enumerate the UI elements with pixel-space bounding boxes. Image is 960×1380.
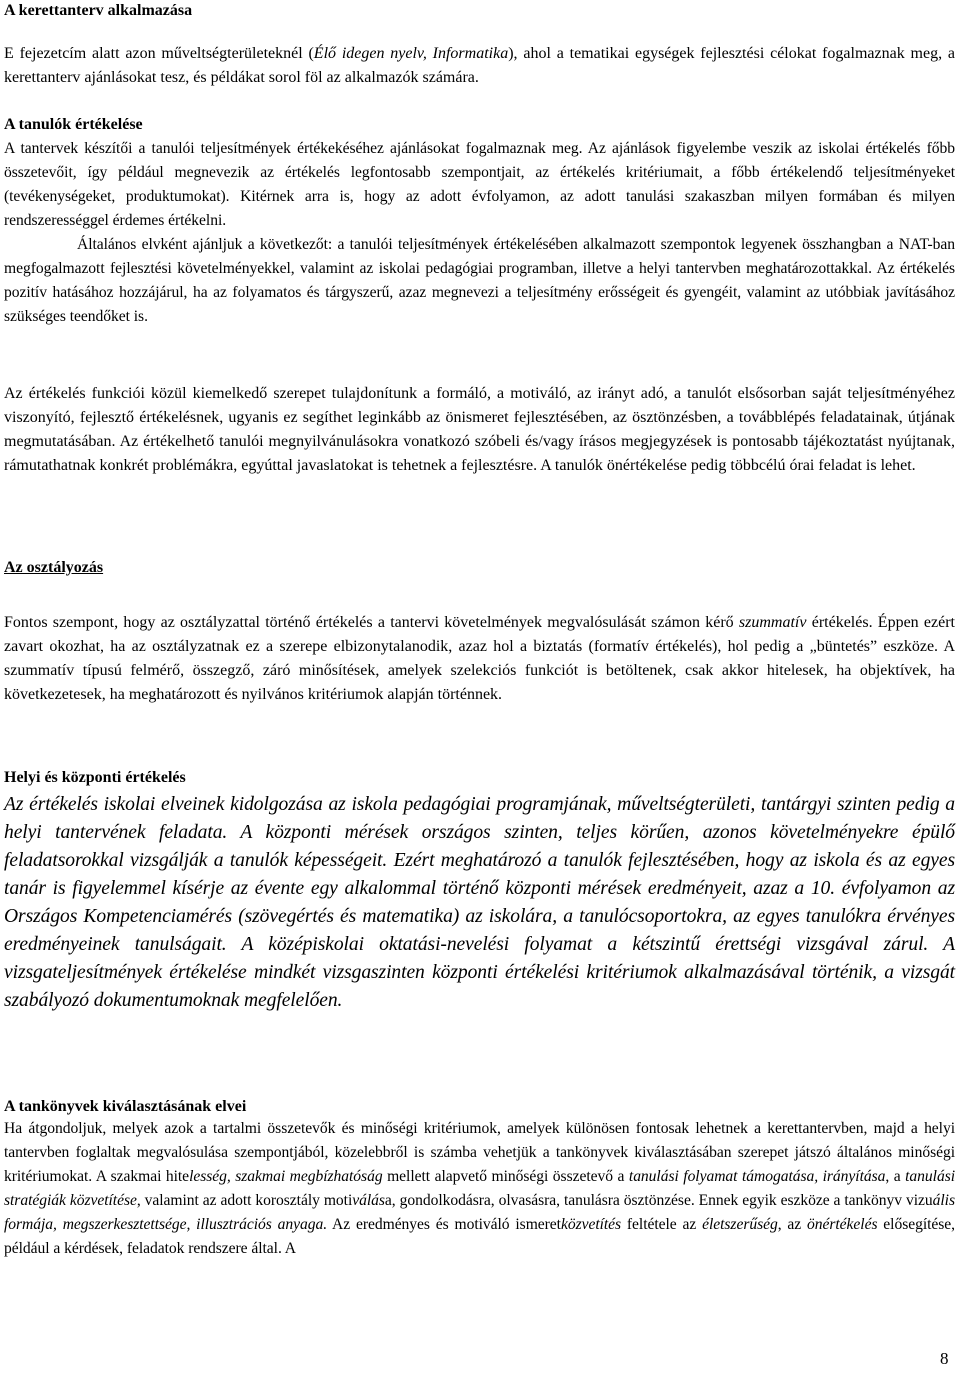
paragraph-helyi: Az értékelés iskolai elveinek kidolgozása az iskola pedagógiai programjának, műveltségterületi, tantárgyi szinten pedig a helyi tantervének feladata. A központi mérések országos szinten, teljes körűen, azonos követelményekre épülő feladatsorokkal vizsgálják a tanulók képességeit. Ezért meghatározó a tanulók fejlesztésében, hogy az iskola és az egyes tanár is figyelemmel kísérje az évente egy alkalommal történő központi mérések eredményeit, azaz a 10. évfolyamon az Országos Kompetenciamérés (szövegértés és matematika) az iskolára, a tanulócsoportokra, az egyes tanulókra érvényes eredményeinek tanulságait. A középiskolai oktatási-nevelési folyamat a kétszintű érettségi vizsgával zárul. A vizsgateljesítmények értékelése mindkét vizsgaszinten központi értékelési kritériumok alkalmazásával történik, a vizsgát szabályozó dokumentumoknak megfelelően. xyxy=(4,794,955,1011)
intro-paragraph xyxy=(4,42,955,90)
text-run: elősegítése, például a kérdések, feladatok rendszere által. A xyxy=(4,1216,956,1257)
italic-text-run: tanulási folyamat támogatása, irányítása xyxy=(628,1168,886,1185)
italic-text-run: önértékelés xyxy=(807,1216,878,1233)
text-run: Az eredményes és motiváló ismeret xyxy=(327,1216,561,1233)
text-run: ), ahol a tematikai egységek fejlesztési célokat fogalmaznak meg, a kerettanterv ajánlásokat tesz, és példákat sorol föl az alkalmazók számára. xyxy=(4,45,955,86)
paragraph-tanulok-2: Általános elvként ajánljuk a következőt: a tanulói teljesítmények értékelésében alkalmazott szempontok legyenek összhangban a NAT-ban megfogalmazott fejlesztési követelményekkel, valamint az iskolai pedagógiai programban, illetve a helyi tantervben meghatározottakkal. Az értékelés pozitív hatásához hozzájárul, ha az folyamatos és tárgyszerű, azaz megnevezi a teljesítmény erősségeit és gyengéit, valamint az utóbbiak javításához szükséges teendőket is. xyxy=(4,236,955,325)
text-run: a, gondolkodásra, olvasásra, tanulásra ösztönzése. Ennek egyik eszköze a tankönyv vizu xyxy=(384,1192,933,1209)
subsection-title-osztalyozas: Az osztályozás xyxy=(4,559,104,576)
italic-text-run: válás xyxy=(352,1192,385,1209)
text-run: feltétele az xyxy=(621,1216,703,1233)
subsection-title-tanulok: A tanulók értékelése xyxy=(4,116,143,133)
text-run: E fejezetcím alatt azon műveltségterületeknél ( xyxy=(4,45,314,62)
paragraph-tanulok-1: A tantervek készítői a tanulói teljesítmények értékekéséhez ajánlásokat fogalmaznak meg. Az ajánlások figyelembe veszik az iskolai értékelés főbb összetevőit, így például megnevezik az értékelés legfontosabb szempontjait, az értékelés kritériumait, a főbb értékelendő teljesítményeket (tevékenységeket, produktumokat). Kitérnek arra is, hogy az adott évfolyamon, az adott tanulási szakaszban milyen formában és milyen rendszerességgel érdemes értékelni. xyxy=(4,140,955,229)
subsection-title-tankonyvek: A tankönyvek kiválasztásának elvei xyxy=(4,1098,247,1115)
italic-text-run: tanulási stratégiák közvetítése xyxy=(4,1168,955,1209)
text-run: Ha átgondoljuk, melyek azok a tartalmi összetevők és minőségi kritériumok, amelyek különösen fontosak lehetnek a kerettantervben, majd a helyi tantervben foglaltak megvalósulása szempontjából, közelebbről is számba vehetjük a tankönyvek kiválasztásában szerepet játszó általános minőségi kritériumokat. A szakmai hite xyxy=(4,1120,955,1185)
text-run: értékelés. Éppen ezért zavart okozhat, ha az osztályzatnak ez a szerepe elbizonytalanodik, azaz hol a biztatás (formatív értékelés), hol pedig a „büntetés” eszköze. A szummatív típusú felmérő, összegző, záró minősítések, amelyek szelekciós funkciót is betöltenek, csak akkor hitelesek, ha objektívek, ha következetesek, ha meghatározott és nyilvános kritériumok alapján történnek. xyxy=(4,614,955,703)
italic-text-run: lesség, szakmai megbízhatóság xyxy=(189,1168,383,1185)
paragraph-osztalyozas xyxy=(4,611,955,707)
italic-text-run: ális formája, megszerkesztettsége, illusztrációs anyaga. xyxy=(4,1192,955,1233)
italic-text-run: szummatív xyxy=(738,614,807,631)
text-run: Fontos szempont, hogy az osztályzattal történő értékelés a tantervi követelmények megvalósulását számon kérő xyxy=(4,614,739,631)
section-title: A kerettanterv alkalmazása xyxy=(4,2,193,19)
text-run: , az xyxy=(777,1216,808,1233)
subsection-title-helyi: Helyi és központi értékelés xyxy=(4,769,186,786)
italic-text-run: életszerűség xyxy=(702,1216,778,1233)
italic-text-run: Élő idegen nyelv, Informatika xyxy=(313,45,509,62)
text-run: mellett alapvető minőségi összetevő a xyxy=(382,1168,629,1185)
text-run: , a xyxy=(885,1168,906,1185)
text-run: , valamint az adott korosztály moti xyxy=(136,1192,353,1209)
paragraph-tankonyvek xyxy=(4,1117,955,1261)
page-number: 8 xyxy=(940,1349,949,1368)
paragraph-tanulok-3: Az értékelés funkciói közül kiemelkedő szerepet tulajdonítunk a formáló, a motiváló, az irányt adó, a tanulót elsősorban saját teljesítményéhez viszonyító, fejlesztő értékelésnek, ugyanis ez segíthet leginkább az önismeret fejlesztésében, az ösztönzésben, a továbblépés feladatainak, útjának megmutatásában. Az értékelhető tanulói megnyilvánulásokra vonatkozó szóbeli és/vagy írásos megjegyzések is pontosabb tájékoztatást nyújtanak, rámutathatnak konkrét problémákra, egyúttal javaslatokat is tehetnek a fejlesztésre. A tanulók önértékelése pedig többcélú órai feladat is lehet. xyxy=(4,385,955,474)
italic-text-run: közvetítés xyxy=(560,1216,622,1233)
